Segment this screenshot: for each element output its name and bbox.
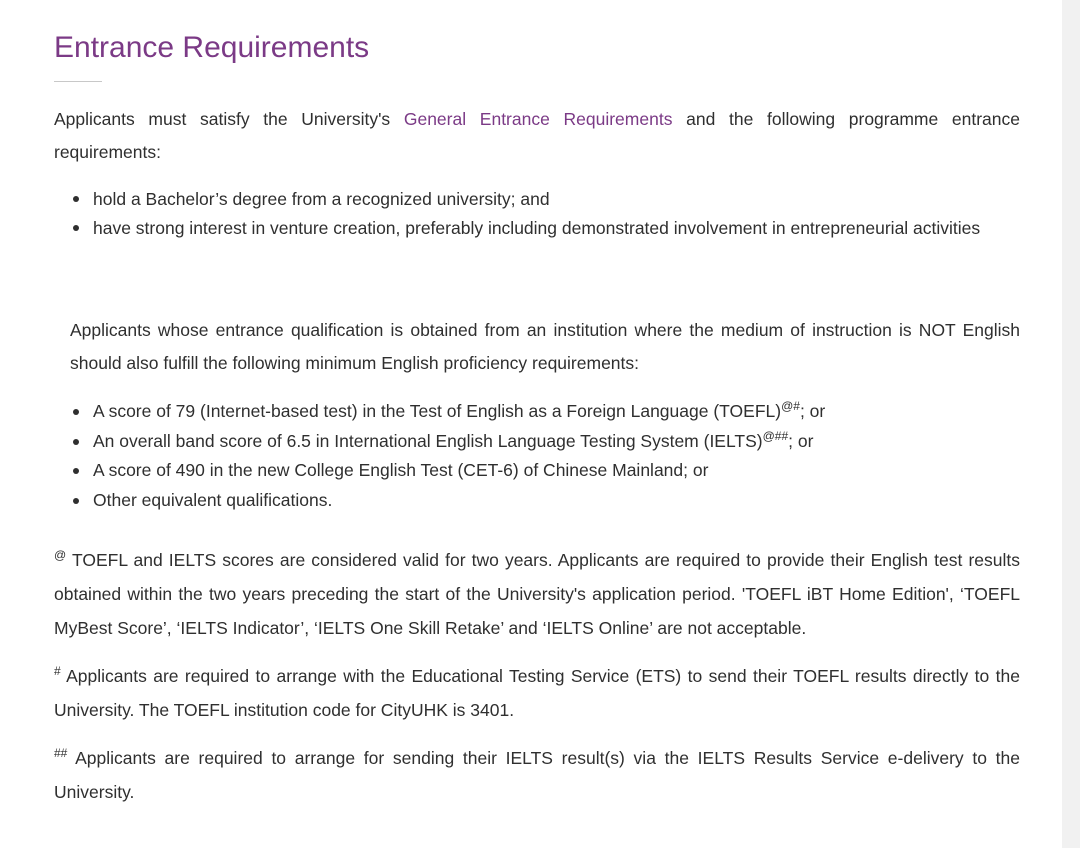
footnote-text: Applicants are required to arrange for sending their IELTS result(s) via the IELTS Results Service e-delivery to the University. — [54, 748, 1020, 803]
english-requirements-block — [54, 314, 1020, 380]
footnote-marker: @ — [54, 548, 67, 563]
list-item-text: Other equivalent qualifications. — [93, 489, 333, 510]
footnote-ielts-delivery — [54, 741, 1020, 809]
main-content — [54, 28, 1020, 809]
list-item: have strong interest in venture creation, preferably including demonstrated involvement in entrepreneurial activities — [54, 214, 1020, 243]
footnote-marker: @## — [762, 428, 789, 443]
list-item: hold a Bachelor’s degree from a recognized university; and — [54, 185, 1020, 214]
footnote-toefl-ielts-validity — [54, 543, 1020, 645]
list-item-suffix: ; or — [788, 430, 814, 451]
list-item — [54, 427, 1020, 457]
footnote-text: TOEFL and IELTS scores are considered valid for two years. Applicants are required to provide their English test results obtained within the two years preceding the start of the University's application period. 'TOEFL iBT Home Edition', ‘TOEFL MyBest Score’, ‘IELTS Indicator’, ‘IELTS One Skill Retake’ and ‘IELTS Online’ are not acceptable. — [54, 550, 1020, 639]
english-intro-paragraph: Applicants whose entrance qualification is obtained from an institution where the medium of instruction is NOT English should also fulfill the following minimum English proficiency requirements: — [70, 320, 1020, 373]
list-item-text: An overall band score of 6.5 in International English Language Testing System (IELTS) — [93, 430, 763, 451]
list-item-text: A score of 79 (Internet-based test) in the Test of English as a Foreign Language (TOEFL) — [93, 401, 782, 421]
footnote-marker: @# — [781, 399, 800, 413]
list-item-text: A score of 490 in the new College English Test (CET-6) of Chinese Mainland; or — [93, 460, 709, 481]
intro-text-before: Applicants must satisfy the University's — [54, 109, 404, 129]
list-item — [54, 397, 1020, 427]
page-title: Entrance Requirements — [54, 31, 370, 64]
english-requirements-list — [54, 397, 1020, 515]
footnote-toefl-ets — [54, 659, 1020, 727]
list-item — [54, 486, 1020, 516]
intro-paragraph — [54, 103, 1020, 169]
footnote-marker: # — [54, 664, 61, 679]
general-entrance-requirements-link[interactable]: General Entrance Requirements — [403, 109, 673, 129]
list-item — [54, 456, 1020, 486]
footnote-text: Applicants are required to arrange with the Educational Testing Service (ETS) to send their TOEFL results directly to the University. The TOEFL institution code for CityUHK is 3401. — [54, 666, 1020, 721]
footnote-marker: ## — [54, 746, 68, 761]
programme-requirements-list — [54, 185, 1020, 242]
scrollbar[interactable] — [1062, 0, 1080, 848]
list-item-suffix: ; or — [799, 401, 826, 421]
intro-text-after: and the following programme entrance requirements: — [54, 109, 1021, 162]
title-divider — [54, 81, 102, 82]
